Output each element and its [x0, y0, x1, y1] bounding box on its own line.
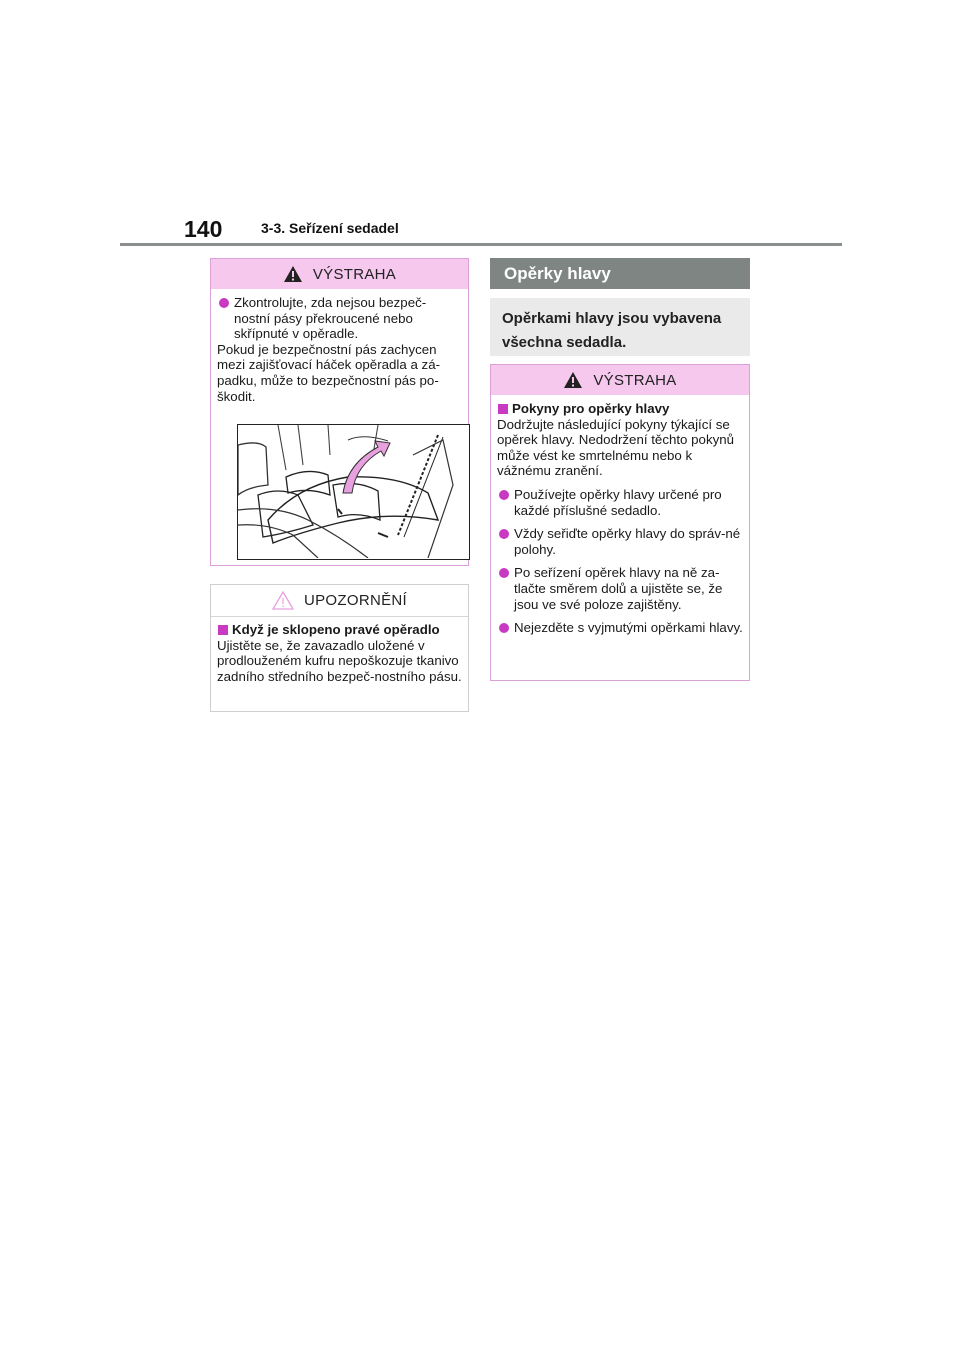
page-number: 140 [184, 216, 223, 242]
warning-triangle-icon [563, 371, 583, 389]
warning-header [491, 365, 749, 395]
section-header: 3-3. Seřízení sedadel [261, 220, 399, 236]
warning-bullet: Po seřízení opěrek hlavy na ně za-tlačte směrem dolů a ujistěte se, že jsou ve své poloze zajištěny. [497, 565, 743, 612]
caution-header [211, 585, 468, 617]
header-rule [120, 243, 842, 246]
left-warning-box [210, 258, 469, 566]
left-caution-box [210, 584, 469, 712]
warning-body [211, 289, 468, 412]
warning-bullet: Vždy seřiďte opěrky hlavy do správ-né polohy. [497, 526, 743, 557]
warning-bullet: Zkontrolujte, zda nejsou bezpeč-nostní pásy překroucené nebo skřípnuté v opěradle. [217, 295, 462, 342]
intro-box: Opěrkami hlavy jsou vybavena všechna sedadla. [490, 298, 750, 356]
right-warning-box [490, 364, 750, 681]
warning-paragraph: Dodržujte následující pokyny týkající se opěrek hlavy. Nedodržení těchto pokynů může vést ke smrtelnému nebo k vážnému zranění. [497, 416, 735, 479]
warning-paragraph: Pokud je bezpečnostní pás zachycen mezi zajišťovací háček opěradla a zá-padku, může to bezpečnostní pás po-škodit. [217, 341, 441, 404]
warning-heading: Pokyny pro opěrky hlavy [497, 401, 743, 417]
caution-title: UPOZORNĚNÍ [303, 592, 407, 609]
warning-header [211, 259, 468, 289]
warning-body [491, 395, 749, 644]
caution-heading: Když je sklopeno pravé opěradlo [217, 622, 462, 638]
caution-paragraph: Ujistěte se, že zavazadlo uložené v prodlouženém kufru nepoškozuje tkanivo zadního středního bezpeč-nostního pásu. [217, 637, 462, 684]
caution-body [211, 617, 468, 692]
warning-triangle-icon [283, 265, 303, 283]
warning-bullet: Používejte opěrky hlavy určené pro každé příslušné sedadlo. [497, 487, 743, 518]
section-title: Opěrky hlavy [490, 258, 750, 289]
warning-bullet: Nejezděte s vyjmutými opěrkami hlavy. [497, 620, 743, 636]
warning-title: VÝSTRAHA [312, 265, 397, 283]
caution-triangle-icon [272, 591, 294, 610]
seatbelt-illustration [237, 424, 470, 560]
warning-title: VÝSTRAHA [593, 371, 677, 389]
